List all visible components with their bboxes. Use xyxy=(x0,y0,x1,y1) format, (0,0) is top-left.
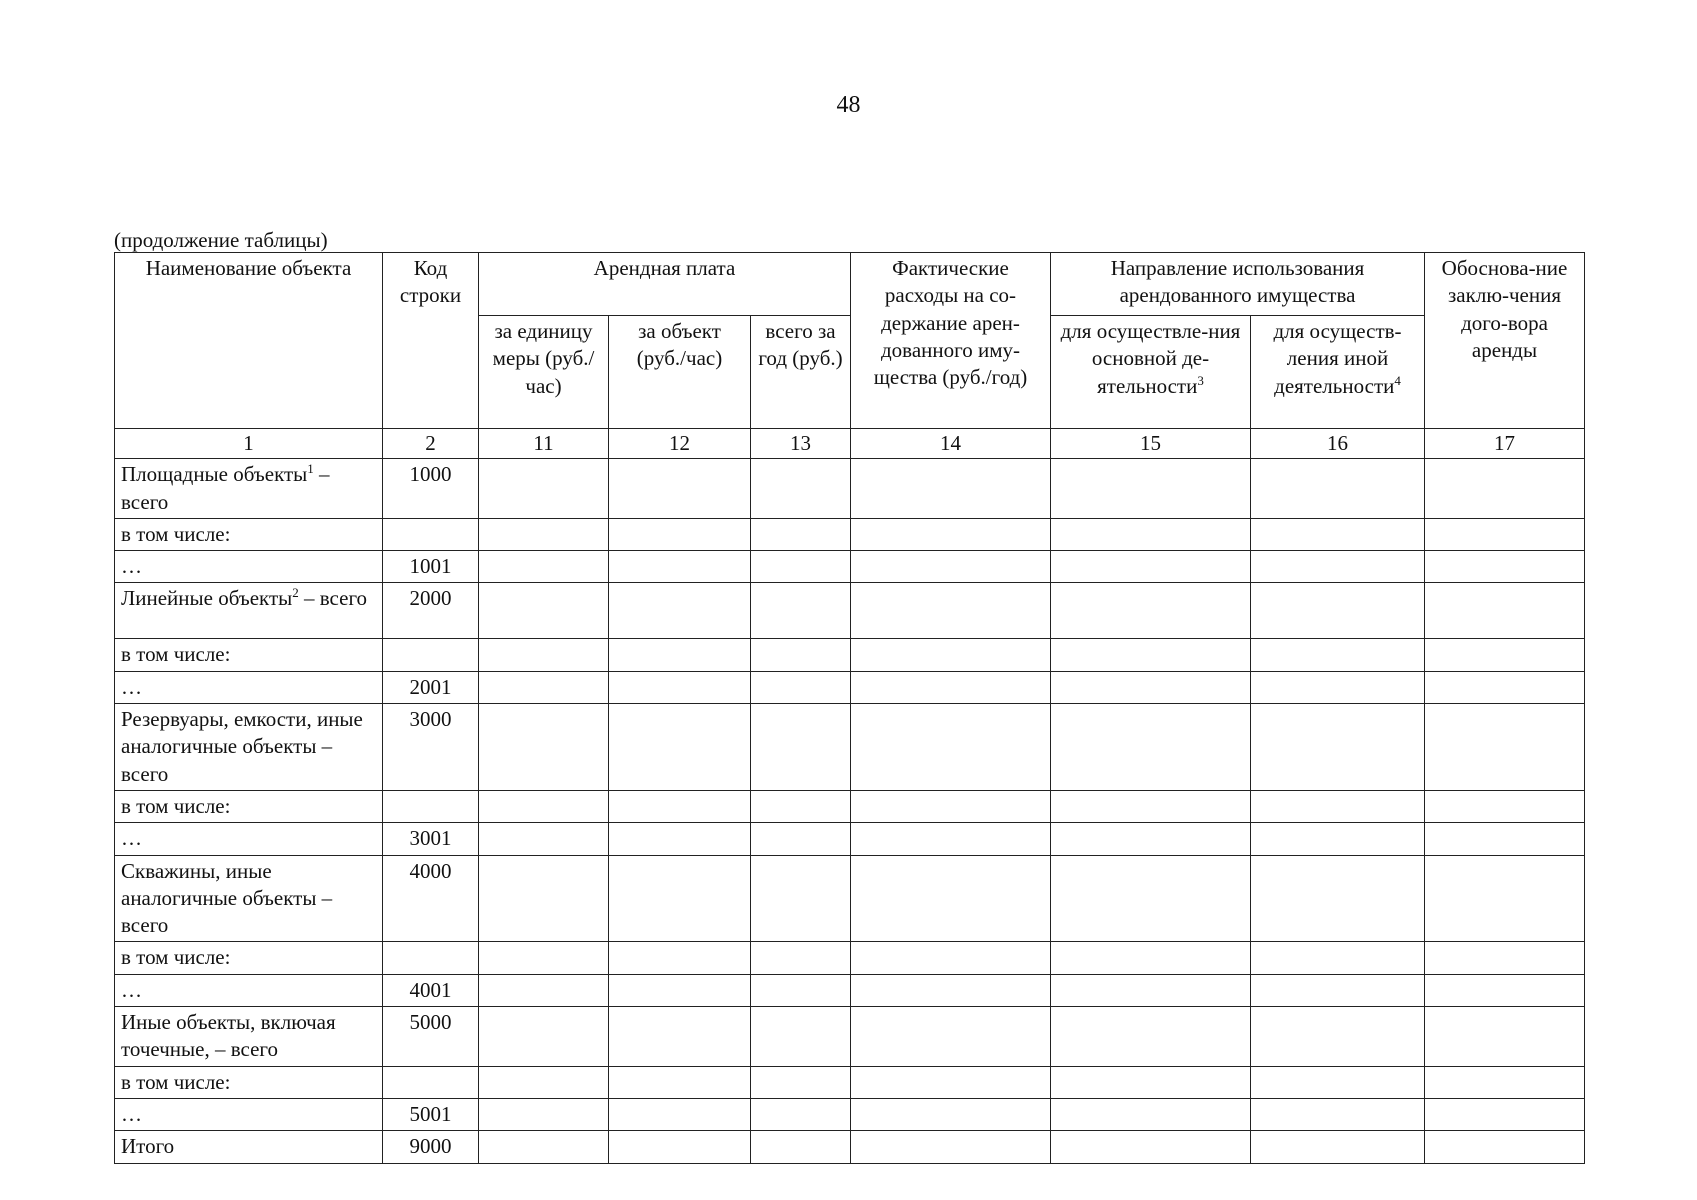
empty-cell xyxy=(751,1098,851,1130)
row-code: 4001 xyxy=(383,974,479,1006)
row-name-suffix: – всего xyxy=(121,462,330,514)
empty-cell xyxy=(751,671,851,703)
empty-cell xyxy=(1425,671,1585,703)
empty-cell xyxy=(1051,459,1251,519)
row-name xyxy=(115,671,383,703)
row-name xyxy=(115,855,383,942)
header-usage-group: Направление использования арендованного имущества xyxy=(1051,253,1425,316)
table-row xyxy=(115,790,1585,822)
row-name-text: … xyxy=(121,977,142,1002)
header-rent-year: всего за год (руб.) xyxy=(751,316,851,429)
row-name-text: Скважины, иные аналогичные объекты – всего xyxy=(121,858,333,938)
empty-cell xyxy=(479,704,609,791)
row-code xyxy=(383,639,479,671)
empty-cell xyxy=(479,518,609,550)
row-name-text: … xyxy=(121,1101,142,1126)
empty-cell xyxy=(479,823,609,855)
row-name-text: Линейные объекты xyxy=(121,586,293,611)
row-code xyxy=(383,518,479,550)
table-row xyxy=(115,942,1585,974)
header-rent-object: за объект (руб./час) xyxy=(609,316,751,429)
column-number: 17 xyxy=(1425,429,1585,459)
empty-cell xyxy=(851,1131,1051,1163)
empty-cell xyxy=(1425,974,1585,1006)
empty-cell xyxy=(479,855,609,942)
row-name-text: Итого xyxy=(121,1134,175,1159)
empty-cell xyxy=(851,1098,1051,1130)
empty-cell xyxy=(1425,639,1585,671)
row-name-text: … xyxy=(121,554,142,579)
row-code: 5001 xyxy=(383,1098,479,1130)
empty-cell xyxy=(609,790,751,822)
empty-cell xyxy=(751,639,851,671)
empty-cell xyxy=(1251,974,1425,1006)
column-number: 14 xyxy=(851,429,1051,459)
table-row xyxy=(115,551,1585,583)
empty-cell xyxy=(751,551,851,583)
empty-cell xyxy=(1425,1131,1585,1163)
empty-cell xyxy=(1051,1098,1251,1130)
table-row xyxy=(115,704,1585,791)
row-name-suffix: – всего xyxy=(298,586,368,611)
table-row xyxy=(115,1007,1585,1067)
empty-cell xyxy=(1251,459,1425,519)
row-code xyxy=(383,1066,479,1098)
empty-cell xyxy=(1425,1066,1585,1098)
table-row xyxy=(115,823,1585,855)
empty-cell xyxy=(1251,1131,1425,1163)
empty-cell xyxy=(609,1007,751,1067)
empty-cell xyxy=(1251,823,1425,855)
empty-cell xyxy=(1425,1007,1585,1067)
column-number: 13 xyxy=(751,429,851,459)
row-name xyxy=(115,459,383,519)
table-row xyxy=(115,583,1585,639)
column-number: 11 xyxy=(479,429,609,459)
row-name-text: в том числе: xyxy=(121,793,231,818)
empty-cell xyxy=(1051,942,1251,974)
empty-cell xyxy=(1051,790,1251,822)
column-number: 15 xyxy=(1051,429,1251,459)
empty-cell xyxy=(1251,1007,1425,1067)
empty-cell xyxy=(609,459,751,519)
row-code: 9000 xyxy=(383,1131,479,1163)
empty-cell xyxy=(1051,583,1251,639)
empty-cell xyxy=(851,671,1051,703)
table-row xyxy=(115,1098,1585,1130)
row-name xyxy=(115,974,383,1006)
empty-cell xyxy=(751,790,851,822)
row-code: 1001 xyxy=(383,551,479,583)
row-name-text: Резервуары, емкости, иные аналогичные объекты – всего xyxy=(121,707,363,786)
row-name-text: … xyxy=(121,674,142,699)
empty-cell xyxy=(751,1131,851,1163)
row-code: 3001 xyxy=(383,823,479,855)
empty-cell xyxy=(1425,1098,1585,1130)
header-justification: Обоснова-ние заклю-чения дого-вора аренды xyxy=(1425,253,1585,429)
empty-cell xyxy=(751,704,851,791)
empty-cell xyxy=(1425,583,1585,639)
row-code: 5000 xyxy=(383,1007,479,1067)
footnote-mark: 3 xyxy=(1197,372,1204,388)
empty-cell xyxy=(1251,1066,1425,1098)
row-name-text: в том числе: xyxy=(121,945,231,970)
row-name xyxy=(115,1066,383,1098)
rent-table xyxy=(114,252,1585,1164)
row-code: 1000 xyxy=(383,459,479,519)
row-name xyxy=(115,704,383,791)
empty-cell xyxy=(479,942,609,974)
header-name: Наименование объекта xyxy=(115,253,383,429)
table-row xyxy=(115,518,1585,550)
row-name xyxy=(115,823,383,855)
empty-cell xyxy=(751,855,851,942)
empty-cell xyxy=(1425,518,1585,550)
empty-cell xyxy=(851,583,1051,639)
header-usage-other xyxy=(1251,316,1425,429)
empty-cell xyxy=(1051,1066,1251,1098)
empty-cell xyxy=(851,942,1051,974)
empty-cell xyxy=(851,704,1051,791)
footnote-mark: 1 xyxy=(307,461,314,477)
header-usage-main-text: для осуществле-ния основной де-ятельности xyxy=(1060,319,1241,398)
empty-cell xyxy=(479,583,609,639)
empty-cell xyxy=(1051,1131,1251,1163)
row-name-text: в том числе: xyxy=(121,521,231,546)
empty-cell xyxy=(851,1066,1051,1098)
empty-cell xyxy=(479,551,609,583)
column-number: 2 xyxy=(383,429,479,459)
empty-cell xyxy=(609,639,751,671)
empty-cell xyxy=(1251,671,1425,703)
row-code xyxy=(383,790,479,822)
row-code: 4000 xyxy=(383,855,479,942)
empty-cell xyxy=(479,1007,609,1067)
empty-cell xyxy=(751,974,851,1006)
empty-cell xyxy=(851,855,1051,942)
column-numbers-row xyxy=(115,429,1585,459)
row-name-text: Площадные объекты xyxy=(121,462,308,487)
empty-cell xyxy=(1051,855,1251,942)
empty-cell xyxy=(1425,855,1585,942)
empty-cell xyxy=(751,583,851,639)
empty-cell xyxy=(479,459,609,519)
column-number: 1 xyxy=(115,429,383,459)
footnote-mark: 2 xyxy=(292,585,299,601)
empty-cell xyxy=(1051,551,1251,583)
footnote-mark: 4 xyxy=(1394,372,1401,388)
column-number: 12 xyxy=(609,429,751,459)
empty-cell xyxy=(609,1066,751,1098)
empty-cell xyxy=(851,1007,1051,1067)
empty-cell xyxy=(851,974,1051,1006)
empty-cell xyxy=(751,942,851,974)
row-name xyxy=(115,583,383,639)
row-code: 3000 xyxy=(383,704,479,791)
empty-cell xyxy=(479,1066,609,1098)
empty-cell xyxy=(1425,942,1585,974)
empty-cell xyxy=(1251,942,1425,974)
empty-cell xyxy=(1251,518,1425,550)
empty-cell xyxy=(751,518,851,550)
empty-cell xyxy=(609,1098,751,1130)
empty-cell xyxy=(1051,974,1251,1006)
empty-cell xyxy=(1051,518,1251,550)
empty-cell xyxy=(479,1098,609,1130)
row-code: 2000 xyxy=(383,583,479,639)
empty-cell xyxy=(609,583,751,639)
row-name xyxy=(115,942,383,974)
table-row xyxy=(115,1066,1585,1098)
row-name-text: Иные объекты, включая точечные, – всего xyxy=(121,1010,336,1062)
empty-cell xyxy=(609,551,751,583)
row-name xyxy=(115,1131,383,1163)
empty-cell xyxy=(1251,1098,1425,1130)
row-name xyxy=(115,551,383,583)
row-name xyxy=(115,639,383,671)
row-code xyxy=(383,942,479,974)
empty-cell xyxy=(609,974,751,1006)
header-usage-other-text: для осуществ-ления иной деятельности xyxy=(1273,319,1402,398)
row-name-text: в том числе: xyxy=(121,642,231,667)
empty-cell xyxy=(479,1131,609,1163)
empty-cell xyxy=(851,639,1051,671)
empty-cell xyxy=(609,704,751,791)
page-number: 48 xyxy=(836,92,861,118)
empty-cell xyxy=(751,459,851,519)
empty-cell xyxy=(1251,790,1425,822)
row-name-text: … xyxy=(121,826,142,851)
header-rent-group: Арендная плата xyxy=(479,253,851,316)
empty-cell xyxy=(1425,704,1585,791)
table-caption: (продолжение таблицы) xyxy=(114,228,328,252)
empty-cell xyxy=(609,823,751,855)
empty-cell xyxy=(1425,551,1585,583)
header-code: Код строки xyxy=(383,253,479,429)
empty-cell xyxy=(609,855,751,942)
empty-cell xyxy=(851,823,1051,855)
header-rent-unit: за единицу меры (руб./час) xyxy=(479,316,609,429)
empty-cell xyxy=(479,974,609,1006)
empty-cell xyxy=(851,790,1051,822)
row-name xyxy=(115,790,383,822)
row-name xyxy=(115,1007,383,1067)
empty-cell xyxy=(479,671,609,703)
empty-cell xyxy=(609,671,751,703)
table-row xyxy=(115,459,1585,519)
empty-cell xyxy=(479,639,609,671)
column-number: 16 xyxy=(1251,429,1425,459)
empty-cell xyxy=(751,823,851,855)
empty-cell xyxy=(1425,459,1585,519)
empty-cell xyxy=(751,1007,851,1067)
table-row xyxy=(115,639,1585,671)
empty-cell xyxy=(479,790,609,822)
empty-cell xyxy=(1051,1007,1251,1067)
table-row xyxy=(115,855,1585,942)
empty-cell xyxy=(1251,855,1425,942)
empty-cell xyxy=(1051,823,1251,855)
empty-cell xyxy=(1051,704,1251,791)
row-name-text: в том числе: xyxy=(121,1069,231,1094)
header-usage-main xyxy=(1051,316,1251,429)
empty-cell xyxy=(751,1066,851,1098)
table-row xyxy=(115,974,1585,1006)
empty-cell xyxy=(851,551,1051,583)
table-row xyxy=(115,1131,1585,1163)
empty-cell xyxy=(851,518,1051,550)
empty-cell xyxy=(609,518,751,550)
empty-cell xyxy=(609,1131,751,1163)
empty-cell xyxy=(609,942,751,974)
table-row xyxy=(115,671,1585,703)
empty-cell xyxy=(1051,639,1251,671)
row-name xyxy=(115,518,383,550)
empty-cell xyxy=(1051,671,1251,703)
empty-cell xyxy=(1251,704,1425,791)
empty-cell xyxy=(1425,790,1585,822)
row-name xyxy=(115,1098,383,1130)
empty-cell xyxy=(851,459,1051,519)
empty-cell xyxy=(1251,551,1425,583)
empty-cell xyxy=(1251,583,1425,639)
row-code: 2001 xyxy=(383,671,479,703)
header-actual-costs: Фактические расходы на со-держание арен-дованного иму-щества (руб./год) xyxy=(851,253,1051,429)
empty-cell xyxy=(1251,639,1425,671)
empty-cell xyxy=(1425,823,1585,855)
